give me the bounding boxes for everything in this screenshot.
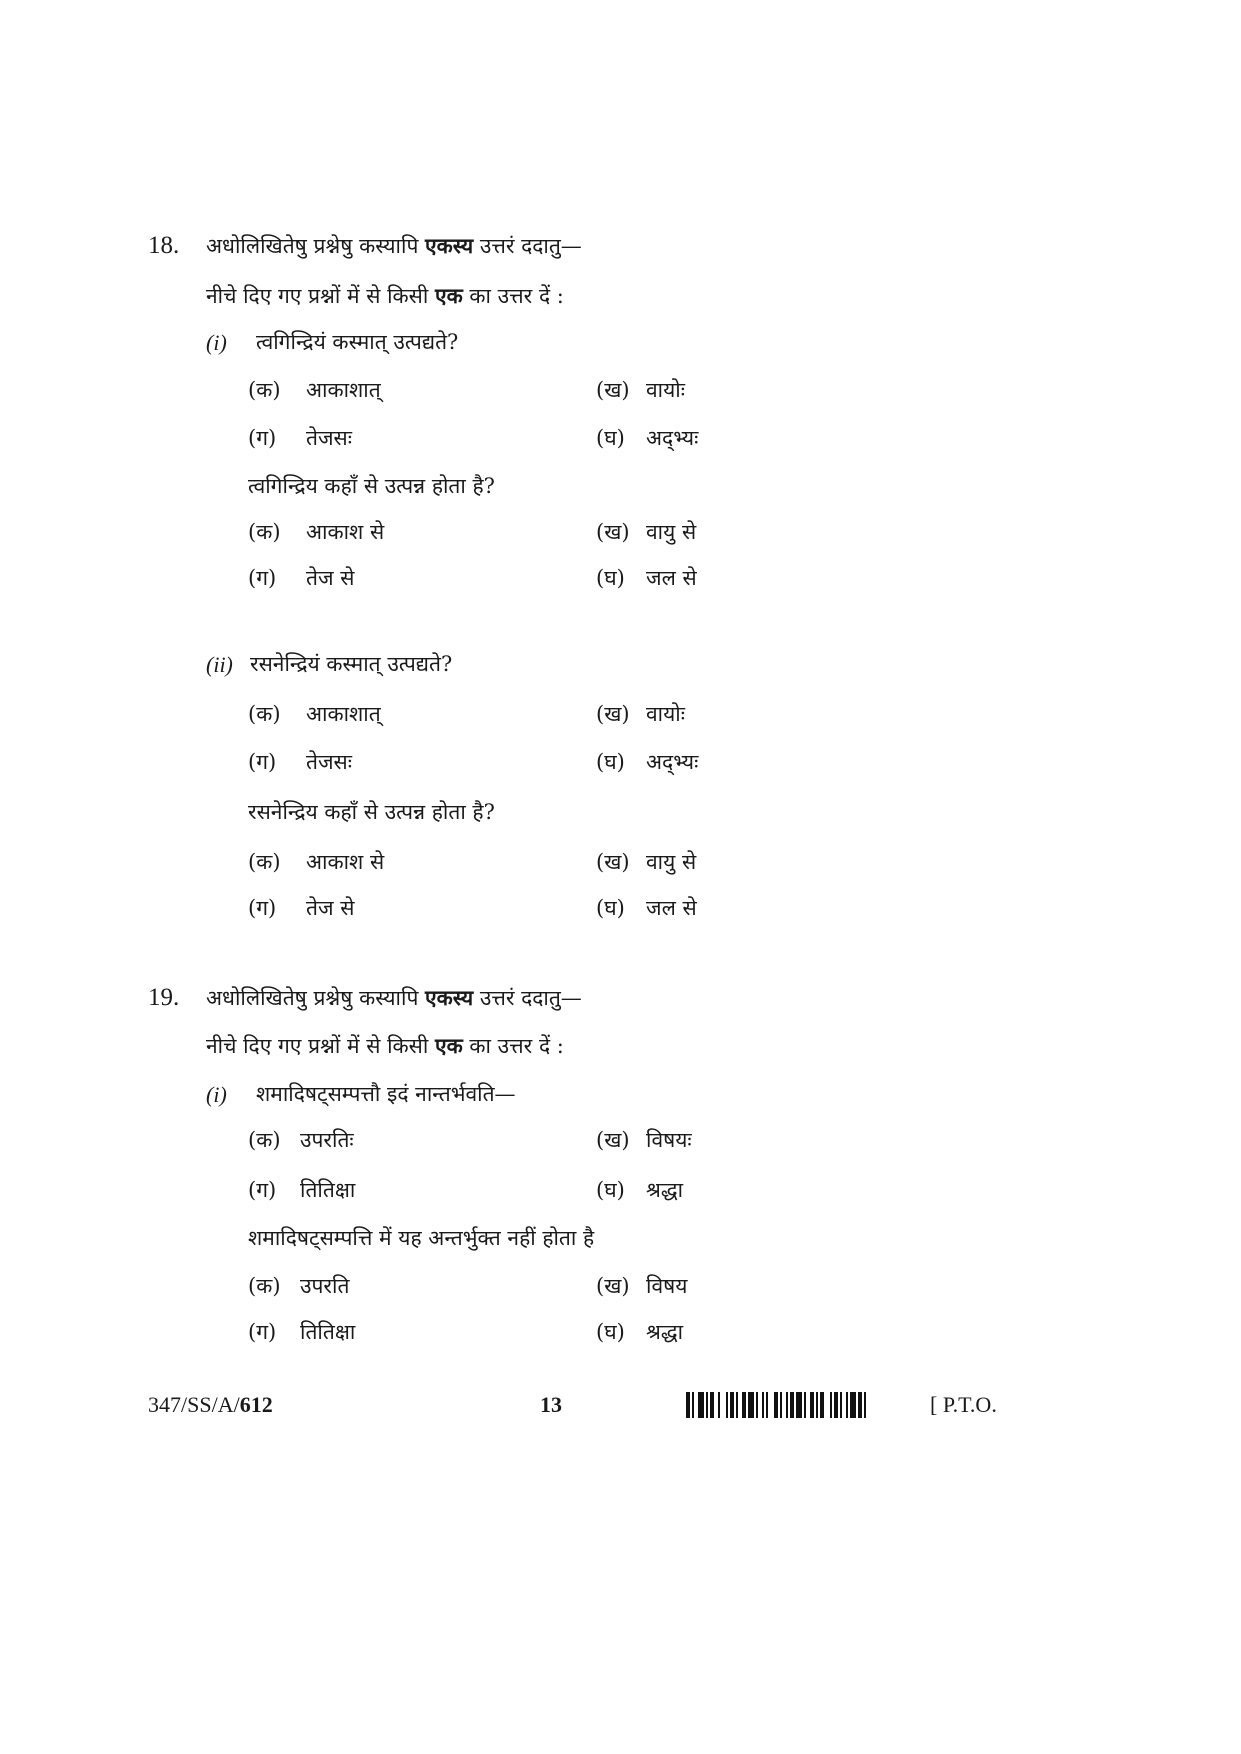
option-text: वायु से xyxy=(646,850,697,874)
option-label: (ख) xyxy=(596,1274,630,1298)
option-ka xyxy=(248,1272,349,1300)
option-label: (ग) xyxy=(248,426,277,450)
option-text: वायोः xyxy=(646,702,685,726)
option-text: अद्भ्यः xyxy=(646,426,699,450)
option-text: तेज से xyxy=(306,566,355,590)
option-ga xyxy=(248,1318,355,1346)
option-label: (घ) xyxy=(596,1320,625,1344)
subquestion-text-sanskrit: शमादिषट्सम्पत्तौ इदं नान्तर्भवति— xyxy=(256,1082,516,1106)
instruction-text: उत्तरं ददातु— xyxy=(473,234,582,258)
question-number: 18. xyxy=(148,232,180,259)
option-text: श्रद्धा xyxy=(646,1320,684,1344)
option-ka xyxy=(248,518,384,546)
option-label: (क) xyxy=(248,1128,281,1152)
option-label: (क) xyxy=(248,850,281,874)
question-instruction-sanskrit xyxy=(206,984,582,1012)
option-text: विषयः xyxy=(646,1128,692,1152)
option-gha xyxy=(596,564,697,592)
option-label: (घ) xyxy=(596,750,625,774)
subquestion-text-hindi: शमादिषट्सम्पत्ति में यह अन्तर्भुक्त नहीं होता है xyxy=(248,1226,595,1250)
option-ga xyxy=(248,564,354,592)
option-text: आकाशात् xyxy=(306,702,381,726)
instruction-text: का उत्तर दें : xyxy=(462,284,564,308)
option-text: आकाश से xyxy=(306,850,385,874)
option-label: (ग) xyxy=(248,1178,277,1202)
instruction-emphasis: एकस्य xyxy=(425,233,474,258)
option-text: जल से xyxy=(646,896,697,920)
page-number: 13 xyxy=(540,1392,562,1417)
option-gha xyxy=(596,1318,683,1346)
option-text: आकाशात् xyxy=(306,378,381,402)
option-kha xyxy=(596,700,685,728)
instruction-emphasis: एकस्य xyxy=(425,985,474,1010)
instruction-text: अधोलिखितेषु प्रश्नेषु कस्यापि xyxy=(206,986,426,1010)
option-text: जल से xyxy=(646,566,697,590)
paper-code-prefix: 347/SS/A/ xyxy=(148,1392,240,1417)
option-ga xyxy=(248,424,352,452)
option-text: आकाश से xyxy=(306,520,385,544)
option-text: वायु से xyxy=(646,520,697,544)
option-label: (क) xyxy=(248,378,281,402)
option-ga xyxy=(248,894,354,922)
paper-code xyxy=(148,1392,273,1418)
option-label: (ग) xyxy=(248,750,277,774)
subquestion-text-hindi: रसनेन्द्रिय कहाँ से उत्पन्न होता है? xyxy=(248,800,495,824)
option-kha xyxy=(596,1126,692,1154)
option-label: (ग) xyxy=(248,566,277,590)
barcode-bar xyxy=(866,1392,870,1418)
option-label: (क) xyxy=(248,702,281,726)
subquestion-text-sanskrit: त्वगिन्द्रियं कस्मात् उत्पद्यते? xyxy=(256,330,459,354)
subquestion-label: (i) xyxy=(206,330,227,355)
option-ga xyxy=(248,1176,355,1204)
option-text: तितिक्षा xyxy=(300,1178,356,1202)
option-label: (ख) xyxy=(596,520,630,544)
option-text: तेजसः xyxy=(306,750,352,774)
option-label: (घ) xyxy=(596,1178,625,1202)
option-label: (ग) xyxy=(248,1320,277,1344)
instruction-text: नीचे दिए गए प्रश्नों में से किसी xyxy=(206,1034,435,1058)
page-turn-over: [ P.T.O. xyxy=(930,1392,997,1417)
subquestion-label: (i) xyxy=(206,1082,227,1107)
option-kha xyxy=(596,848,696,876)
instruction-emphasis: एक xyxy=(435,1033,463,1058)
option-text: वायोः xyxy=(646,378,685,402)
option-gha xyxy=(596,424,698,452)
option-text: तेजसः xyxy=(306,426,352,450)
paper-code-number: 612 xyxy=(239,1392,273,1417)
option-label: (ख) xyxy=(596,702,630,726)
option-ga xyxy=(248,748,352,776)
option-text: तितिक्षा xyxy=(300,1320,356,1344)
instruction-text: का उत्तर दें : xyxy=(462,1034,564,1058)
option-ka xyxy=(248,700,381,728)
option-label: (ख) xyxy=(596,378,630,402)
subquestion-label: (ii) xyxy=(206,652,233,677)
option-gha xyxy=(596,1176,683,1204)
option-gha xyxy=(596,748,698,776)
option-text: विषय xyxy=(646,1274,688,1298)
instruction-emphasis: एक xyxy=(435,283,463,308)
option-gha xyxy=(596,894,697,922)
option-label: (ग) xyxy=(248,896,277,920)
option-kha xyxy=(596,376,685,404)
question-instruction-hindi xyxy=(206,1032,564,1060)
option-ka xyxy=(248,848,384,876)
option-label: (घ) xyxy=(596,566,625,590)
option-ka xyxy=(248,1126,354,1154)
option-label: (घ) xyxy=(596,896,625,920)
option-text: अद्भ्यः xyxy=(646,750,699,774)
option-ka xyxy=(248,376,381,404)
option-text: श्रद्धा xyxy=(646,1178,684,1202)
question-number: 19. xyxy=(148,984,180,1011)
option-label: (ख) xyxy=(596,1128,630,1152)
option-label: (घ) xyxy=(596,426,625,450)
option-text: उपरतिः xyxy=(300,1128,354,1152)
instruction-text: उत्तरं ददातु— xyxy=(473,986,582,1010)
option-label: (क) xyxy=(248,520,281,544)
subquestion-text-hindi: त्वगिन्द्रिय कहाँ से उत्पन्न होता है? xyxy=(248,474,495,498)
option-label: (ख) xyxy=(596,850,630,874)
option-kha xyxy=(596,1272,687,1300)
subquestion-text-sanskrit: रसनेन्द्रियं कस्मात् उत्पद्यते? xyxy=(250,652,453,676)
instruction-text: अधोलिखितेषु प्रश्नेषु कस्यापि xyxy=(206,234,426,258)
question-instruction-hindi xyxy=(206,282,564,310)
option-text: उपरति xyxy=(300,1274,350,1298)
option-label: (क) xyxy=(248,1274,281,1298)
option-kha xyxy=(596,518,696,546)
option-text: तेज से xyxy=(306,896,355,920)
question-instruction-sanskrit xyxy=(206,232,582,260)
barcode xyxy=(686,1392,916,1418)
instruction-text: नीचे दिए गए प्रश्नों में से किसी xyxy=(206,284,435,308)
